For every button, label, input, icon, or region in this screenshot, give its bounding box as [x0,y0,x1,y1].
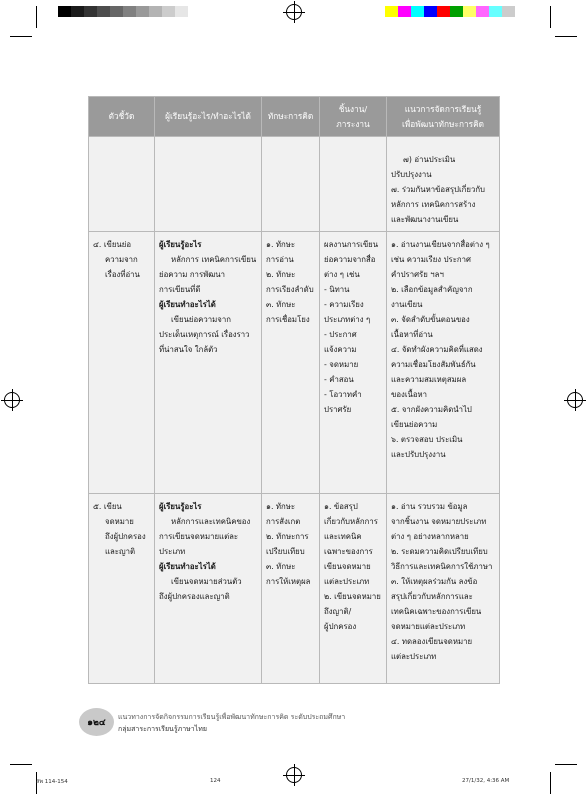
page-number-badge [79,708,114,736]
cell-approach: ๑. อ่านงานเขียนจากสื่อต่าง ๆ เช่น ความเรียง ประกาศ คำปราศรัย ฯลฯ ๒. เลือกข้อมูลสำคัญจาก งานเขียน ๓. จัดลำดับขั้นตอนของ เนื้อหาที่อ่าน ๔. จัดทำผังความคิดที่แสดง ความเชื่อมโยงสัมพันธ์กัน และความสมเหตุสมผล ของเนื้อหา ๕. จากผังความคิดนำไป เขียนย่อความ ๖. ตรวจสอบ ประเมิน และปรับปรุงงาน [387,232,500,494]
slug-file-name: สพ 114-154 [36,779,68,785]
header-learner: ผู้เรียนรู้อะไร/ทำอะไรได้ [155,97,262,137]
registration-mark-top [286,4,302,20]
registration-mark-right [567,392,583,408]
table-row [89,137,500,232]
registration-mark-bottom [286,767,302,783]
cell-work [320,137,387,232]
cell-skill: ๑. ทักษะ การสังเกต ๒. ทักษะการ เปรียบเทียบ ๓. ทักษะ การให้เหตุผล [262,494,320,684]
cell-learner [155,137,262,232]
slug-page: 124 [210,778,221,784]
cell-indicator [89,137,155,232]
cell-approach: ๑. อ่าน รวบรวม ข้อมูล จากชิ้นงาน จดหมายประเภท ต่าง ๆ อย่างหลากหลาย ๒. ระดมความคิดเปรียบเทียบ วิธีการและเทคนิคการใช้ภาษา ๓. ให้เหตุผลร่วมกัน ลงข้อ สรุปเกี่ยวกับหลักการและ เทคนิคเฉพาะของการเขียน จดหมายแต่ละประเภท ๔. ทดลองเขียนจดหมาย แต่ละประเภท [387,494,500,684]
header-indicator: ตัวชี้วัด [89,97,155,137]
header-approach: แนวการจัดการเรียนรู้ เพื่อพัฒนาทักษะการคิด [387,97,500,137]
cell-indicator: ๕. เขียน จดหมาย ถึงผู้ปกครอง และญาติ [89,494,155,684]
table-header-row [89,97,500,137]
cell-skill: ๑. ทักษะ การอ่าน ๒. ทักษะ การเรียงลำดับ ๓. ทักษะ การเชื่อมโยง [262,232,320,494]
cell-learner: ผู้เรียนรู้อะไร หลักการ เทคนิคการเขียน ย่อความ การพัฒนา การเขียนที่ดี ผู้เรียนทำอะไรได้ เขียนย่อความจาก ประเด็นเหตุการณ์ เรื่องราว ที่น่าสนใจ ใกล้ตัว [155,232,262,494]
slug-timestamp: 27/1/32, 4:36 AM [462,778,510,784]
crop-mark [10,764,32,765]
registration-mark-left [4,392,20,408]
crop-mark [555,36,577,37]
crop-mark [550,772,551,794]
crop-mark [10,36,32,37]
header-work: ชิ้นงาน/ ภาระงาน [320,97,387,137]
cell-approach: ๗) อ่านประเมิน ปรับปรุงงาน ๗. ร่วมกันหาข้อสรุปเกี่ยวกับ หลักการ เทคนิคการสร้าง และพัฒนางานเขียน [387,137,500,232]
curriculum-table [88,96,500,684]
crop-mark [550,6,551,28]
header-skill: ทักษะการคิด [262,97,320,137]
grayscale-bar [58,6,188,17]
table-row [89,494,500,684]
page-number: ๑๒๔ [87,718,106,728]
crop-mark [36,6,37,28]
cell-work: ผลงานการเขียน ย่อความจากสื่อ ต่าง ๆ เช่น - นิทาน - ความเรียง ประเภทต่าง ๆ - ประกาศ แจ้งความ - จดหมาย - คำสอน - โอวาทคำปราศรัย [320,232,387,494]
cell-indicator: ๔. เขียนย่อ ความจาก เรื่องที่อ่าน [89,232,155,494]
table-row [89,232,500,494]
crop-mark [555,764,577,765]
footer-subject: กลุ่มสาระการเรียนรู้ภาษาไทย [118,725,207,733]
process-color-bar [385,6,515,17]
cell-skill [262,137,320,232]
cell-work: ๑. ข้อสรุป เกี่ยวกับหลักการ และเทคนิค เฉพาะของการ เขียนจดหมาย แต่ละประเภท ๒. เขียนจดหมาย ถึงญาติ/ ผู้ปกครอง [320,494,387,684]
cell-learner: ผู้เรียนรู้อะไร หลักการและเทคนิคของ การเขียนจดหมายแต่ละ ประเภท ผู้เรียนทำอะไรได้ เขียนจดหมายส่วนตัว ถึงผู้ปกครองและญาติ [155,494,262,684]
footer-book-title: แนวทางการจัดกิจกรรมการเรียนรู้เพื่อพัฒนาทักษะการคิด ระดับประถมศึกษา [118,713,346,721]
